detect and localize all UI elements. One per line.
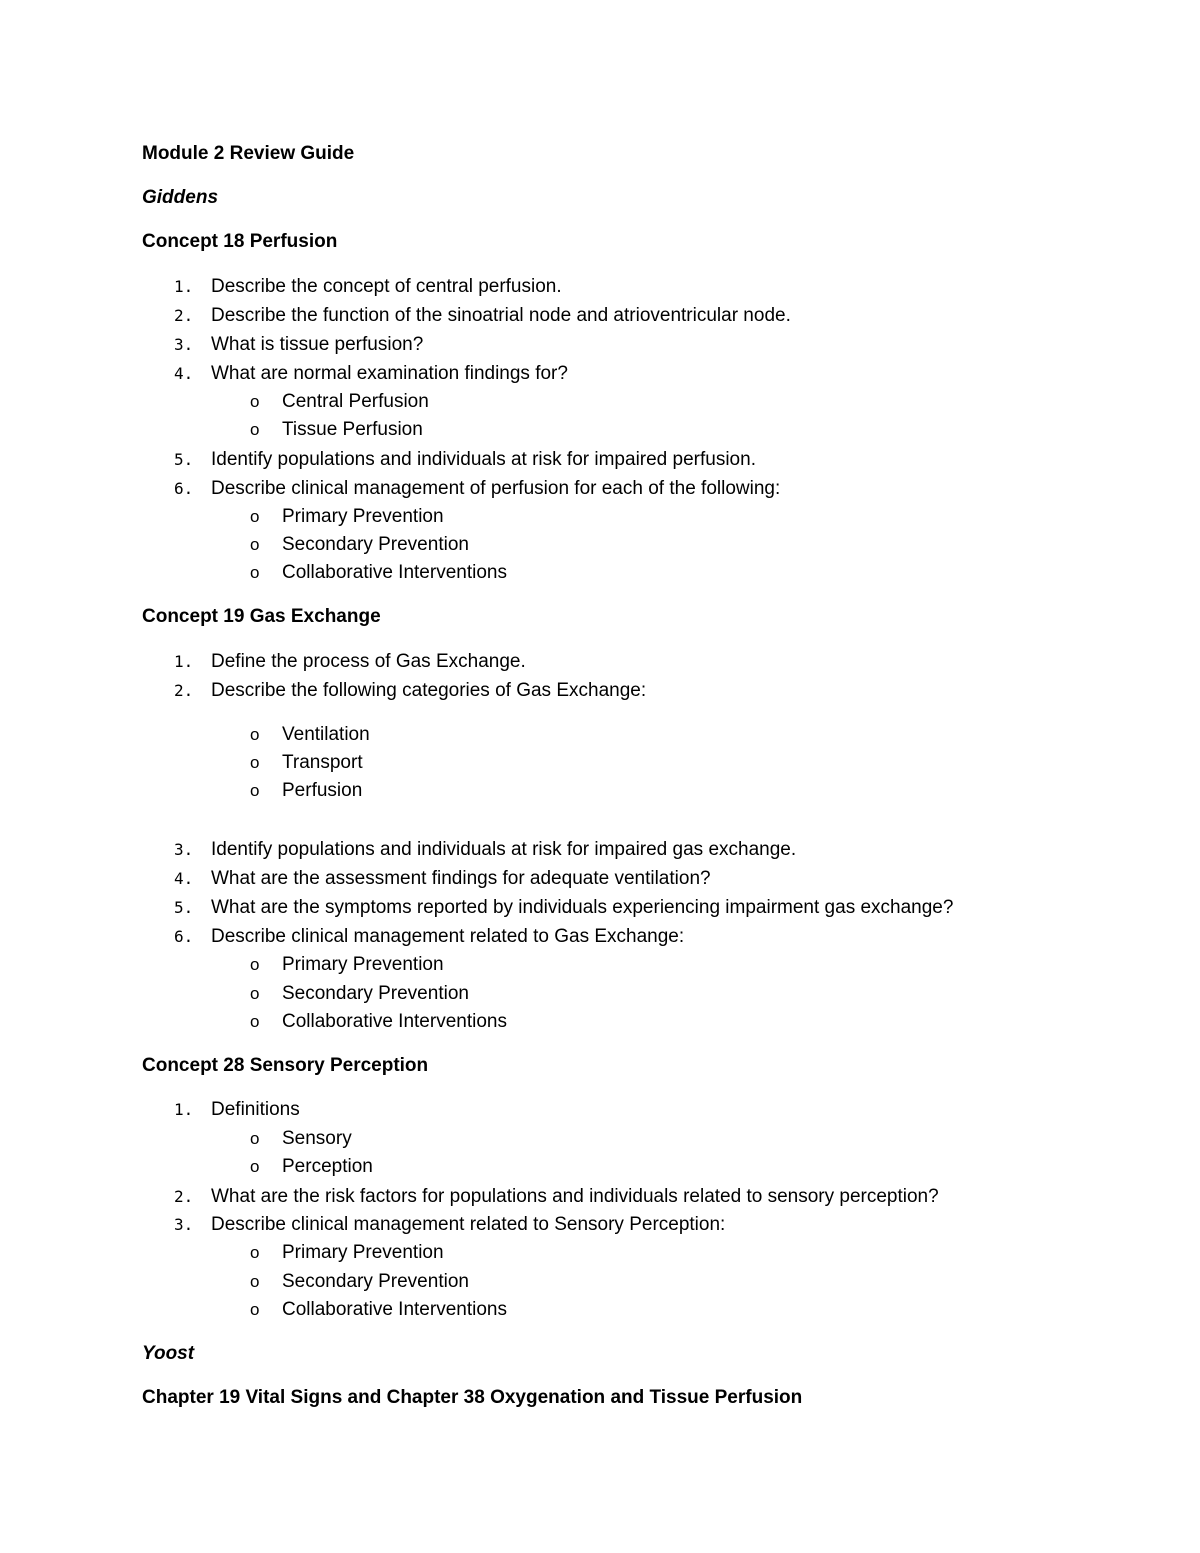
list-number: 1. bbox=[174, 1100, 194, 1119]
bullet-icon: o bbox=[250, 420, 260, 439]
sub-list-item-text: Sensory bbox=[282, 1128, 352, 1149]
bullet-icon: o bbox=[250, 1129, 260, 1148]
section-heading-concept-19: Concept 19 Gas Exchange bbox=[142, 606, 381, 627]
section-heading-concept-28: Concept 28 Sensory Perception bbox=[142, 1055, 429, 1076]
bullet-icon: o bbox=[250, 1012, 260, 1031]
sub-list-item-text: Primary Prevention bbox=[282, 1242, 444, 1263]
sub-list-item-text: Collaborative Interventions bbox=[282, 562, 507, 583]
list-item-text: Identify populations and individuals at risk for impaired gas exchange. bbox=[211, 839, 797, 860]
sub-list-item-text: Ventilation bbox=[282, 724, 370, 745]
list-item-text: Describe the concept of central perfusion. bbox=[211, 276, 562, 297]
list-number: 3. bbox=[174, 1215, 194, 1234]
sub-list-item-text: Secondary Prevention bbox=[282, 983, 469, 1004]
bullet-icon: o bbox=[250, 753, 260, 772]
list-number: 3. bbox=[174, 335, 194, 354]
sub-list-item-text: Collaborative Interventions bbox=[282, 1011, 507, 1032]
list-number: 5. bbox=[174, 898, 194, 917]
sub-list-item-text: Perfusion bbox=[282, 780, 363, 801]
bullet-icon: o bbox=[250, 1157, 260, 1176]
list-item-text: What are the assessment findings for adequate ventilation? bbox=[211, 868, 711, 889]
bullet-icon: o bbox=[250, 1272, 260, 1291]
list-number: 2. bbox=[174, 306, 194, 325]
bullet-icon: o bbox=[250, 1300, 260, 1319]
bullet-icon: o bbox=[250, 725, 260, 744]
sub-list-item-text: Collaborative Interventions bbox=[282, 1299, 507, 1320]
list-number: 6. bbox=[174, 479, 194, 498]
list-item-text: What are the risk factors for populations and individuals related to sensory perception? bbox=[211, 1186, 939, 1207]
list-number: 1. bbox=[174, 277, 194, 296]
list-item-text: Describe the following categories of Gas Exchange: bbox=[211, 680, 647, 701]
sub-list-item-text: Primary Prevention bbox=[282, 954, 444, 975]
sub-list-item-text: Secondary Prevention bbox=[282, 534, 469, 555]
list-number: 2. bbox=[174, 1187, 194, 1206]
list-item-text: What are the symptoms reported by individuals experiencing impairment gas exchange? bbox=[211, 897, 954, 918]
list-item-text: Define the process of Gas Exchange. bbox=[211, 651, 526, 672]
list-item-text: Describe clinical management of perfusion for each of the following: bbox=[211, 478, 781, 499]
sub-list-item-text: Secondary Prevention bbox=[282, 1271, 469, 1292]
bullet-icon: o bbox=[250, 984, 260, 1003]
bullet-icon: o bbox=[250, 563, 260, 582]
bullet-icon: o bbox=[250, 392, 260, 411]
list-item-text: Definitions bbox=[211, 1099, 300, 1120]
list-number: 2. bbox=[174, 681, 194, 700]
bullet-icon: o bbox=[250, 507, 260, 526]
list-number: 5. bbox=[174, 450, 194, 469]
list-item-text: What are normal examination findings for? bbox=[211, 363, 568, 384]
bullet-icon: o bbox=[250, 535, 260, 554]
list-number: 4. bbox=[174, 869, 194, 888]
section-heading-concept-18: Concept 18 Perfusion bbox=[142, 231, 338, 252]
list-number: 6. bbox=[174, 927, 194, 946]
sub-list-item-text: Primary Prevention bbox=[282, 506, 444, 527]
list-item-text: Describe the function of the sinoatrial node and atrioventricular node. bbox=[211, 305, 791, 326]
sub-list-item-text: Transport bbox=[282, 752, 363, 773]
bullet-icon: o bbox=[250, 781, 260, 800]
sub-list-item-text: Tissue Perfusion bbox=[282, 419, 423, 440]
list-item-text: Describe clinical management related to Gas Exchange: bbox=[211, 926, 685, 947]
sub-list-item-text: Central Perfusion bbox=[282, 391, 429, 412]
sub-list-item-text: Perception bbox=[282, 1156, 373, 1177]
list-number: 1. bbox=[174, 652, 194, 671]
list-number: 3. bbox=[174, 840, 194, 859]
list-item-text: Describe clinical management related to Sensory Perception: bbox=[211, 1214, 726, 1235]
bullet-icon: o bbox=[250, 955, 260, 974]
list-item-text: What is tissue perfusion? bbox=[211, 334, 424, 355]
list-number: 4. bbox=[174, 364, 194, 383]
list-item-text: Identify populations and individuals at risk for impaired perfusion. bbox=[211, 449, 756, 470]
page-title: Module 2 Review Guide bbox=[142, 143, 355, 164]
bullet-icon: o bbox=[250, 1243, 260, 1262]
source-heading-giddens: Giddens bbox=[142, 187, 219, 208]
source-heading-yoost: Yoost bbox=[142, 1343, 195, 1364]
section-heading-chapter-19-38: Chapter 19 Vital Signs and Chapter 38 Oxygenation and Tissue Perfusion bbox=[142, 1387, 803, 1408]
